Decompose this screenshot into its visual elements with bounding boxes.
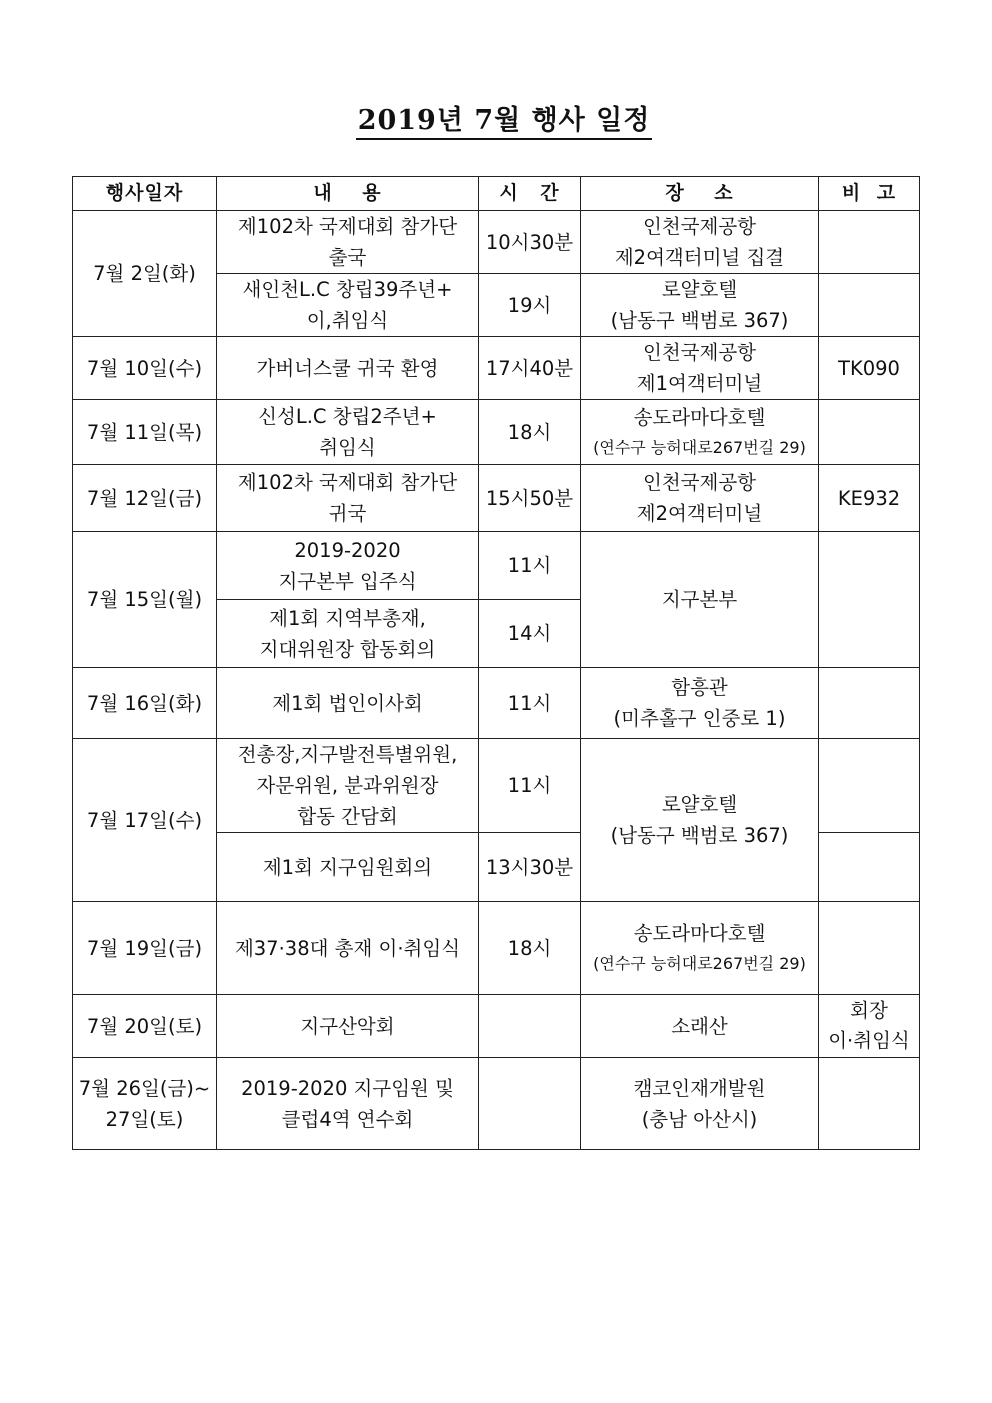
note-cell bbox=[819, 833, 920, 902]
time-cell: 14시 bbox=[479, 600, 581, 668]
place-cell: 로얄호텔 (남동구 백범로 367) bbox=[581, 739, 819, 902]
table-row bbox=[73, 211, 920, 274]
content-cell: 지구산악회 bbox=[217, 995, 479, 1058]
place-cell: 캠코인재개발원 (충남 아산시) bbox=[581, 1058, 819, 1150]
note-cell bbox=[819, 902, 920, 995]
date-cell: 7월 19일(금) bbox=[73, 902, 217, 995]
date-cell: 7월 10일(수) bbox=[73, 337, 217, 400]
note-cell: TK090 bbox=[819, 337, 920, 400]
note-cell: 회장 이·취임식 bbox=[819, 995, 920, 1058]
content-cell: 2019-2020 지구임원 및 클럽4역 연수회 bbox=[217, 1058, 479, 1150]
schedule-table bbox=[72, 176, 920, 1150]
place-cell: 송도라마다호텔 (연수구 능허대로267번길 29) bbox=[581, 902, 819, 995]
content-cell: 제102차 국제대회 참가단 귀국 bbox=[217, 465, 479, 532]
table-row bbox=[73, 995, 920, 1058]
place-cell: 인천국제공항 제2여객터미널 집결 bbox=[581, 211, 819, 274]
time-cell: 19시 bbox=[479, 274, 581, 337]
time-cell bbox=[479, 1058, 581, 1150]
time-cell: 18시 bbox=[479, 400, 581, 465]
date-cell: 7월 15일(월) bbox=[73, 532, 217, 668]
content-cell: 제1회 지역부총재, 지대위원장 합동회의 bbox=[217, 600, 479, 668]
time-cell: 11시 bbox=[479, 739, 581, 833]
note-cell bbox=[819, 1058, 920, 1150]
page-title: 2019년 7월 행사 일정 bbox=[0, 98, 992, 137]
note-cell bbox=[819, 739, 920, 833]
time-cell: 10시30분 bbox=[479, 211, 581, 274]
place-cell: 인천국제공항 제1여객터미널 bbox=[581, 337, 819, 400]
note-cell: KE932 bbox=[819, 465, 920, 532]
note-cell bbox=[819, 400, 920, 465]
table-row bbox=[73, 465, 920, 532]
content-cell: 새인천L.C 창립39주년+ 이,취임식 bbox=[217, 274, 479, 337]
time-cell: 13시30분 bbox=[479, 833, 581, 902]
date-cell: 7월 12일(금) bbox=[73, 465, 217, 532]
date-cell: 7월 17일(수) bbox=[73, 739, 217, 902]
header-content: 내 용 bbox=[217, 177, 479, 211]
content-cell: 2019-2020 지구본부 입주식 bbox=[217, 532, 479, 600]
content-cell: 제37·38대 총재 이·취임식 bbox=[217, 902, 479, 995]
header-place: 장 소 bbox=[581, 177, 819, 211]
table-row bbox=[73, 1058, 920, 1150]
header-date: 행사일자 bbox=[73, 177, 217, 211]
header-note: 비 고 bbox=[819, 177, 920, 211]
note-cell bbox=[819, 274, 920, 337]
time-cell: 18시 bbox=[479, 902, 581, 995]
table-row bbox=[73, 902, 920, 995]
place-cell: 송도라마다호텔 (연수구 능허대로267번길 29) bbox=[581, 400, 819, 465]
header-time: 시 간 bbox=[479, 177, 581, 211]
content-cell: 제1회 법인이사회 bbox=[217, 668, 479, 739]
content-cell: 가버너스쿨 귀국 환영 bbox=[217, 337, 479, 400]
place-cell: 지구본부 bbox=[581, 532, 819, 668]
table-row bbox=[73, 739, 920, 833]
table-row bbox=[73, 400, 920, 465]
table-row bbox=[73, 532, 920, 600]
date-cell: 7월 26일(금)~ 27일(토) bbox=[73, 1058, 217, 1150]
table-row bbox=[73, 337, 920, 400]
date-cell: 7월 20일(토) bbox=[73, 995, 217, 1058]
table-row bbox=[73, 668, 920, 739]
note-cell bbox=[819, 532, 920, 668]
time-cell: 11시 bbox=[479, 532, 581, 600]
place-cell: 함흥관 (미추홀구 인중로 1) bbox=[581, 668, 819, 739]
note-cell bbox=[819, 211, 920, 274]
date-cell: 7월 2일(화) bbox=[73, 211, 217, 337]
time-cell: 15시50분 bbox=[479, 465, 581, 532]
content-cell: 신성L.C 창립2주년+ 취임식 bbox=[217, 400, 479, 465]
header-row bbox=[73, 177, 920, 211]
place-cell: 소래산 bbox=[581, 995, 819, 1058]
date-cell: 7월 16일(화) bbox=[73, 668, 217, 739]
time-cell bbox=[479, 995, 581, 1058]
place-cell: 로얄호텔 (남동구 백범로 367) bbox=[581, 274, 819, 337]
content-cell: 제102차 국제대회 참가단 출국 bbox=[217, 211, 479, 274]
note-cell bbox=[819, 668, 920, 739]
content-cell: 전총장,지구발전특별위원, 자문위원, 분과위원장 합동 간담회 bbox=[217, 739, 479, 833]
time-cell: 11시 bbox=[479, 668, 581, 739]
date-cell: 7월 11일(목) bbox=[73, 400, 217, 465]
place-cell: 인천국제공항 제2여객터미널 bbox=[581, 465, 819, 532]
content-cell: 제1회 지구임원회의 bbox=[217, 833, 479, 902]
time-cell: 17시40분 bbox=[479, 337, 581, 400]
